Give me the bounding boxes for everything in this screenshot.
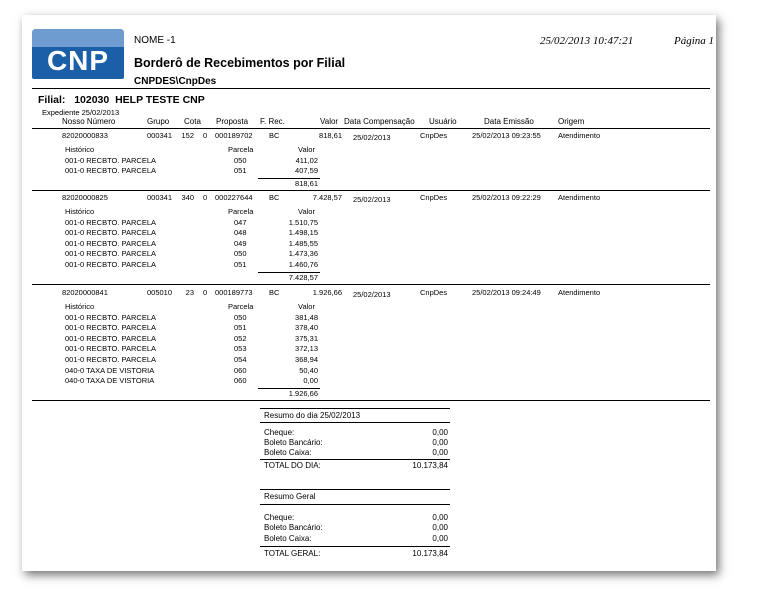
item-historico: 001-0 RECBTO. PARCELA — [65, 228, 157, 238]
record-digito: 0 — [203, 193, 208, 202]
cnp-logo — [32, 29, 124, 79]
item-parcela: 050 — [234, 312, 247, 322]
record-usuario: CnpDes — [420, 193, 448, 202]
col-cota: Cota — [184, 117, 201, 126]
item-valor: 375,31 — [295, 333, 318, 343]
filial-label: Filial: — [38, 94, 66, 106]
record-f-rec: BC — [269, 193, 280, 202]
record-parcela-header: Parcela — [228, 145, 254, 154]
record-separator — [32, 400, 710, 401]
resumo-geral-total-rule — [260, 546, 450, 547]
record-grupo: 000341 — [147, 193, 173, 202]
item-historico: 001-0 RECBTO. PARCELA — [65, 217, 157, 227]
item-historico: 001-0 RECBTO. PARCELA — [65, 323, 157, 333]
item-valor: 368,94 — [295, 355, 318, 364]
record-valor: 1.926,66 — [312, 288, 342, 297]
record-separator — [32, 190, 710, 191]
item-parcela: 049 — [234, 238, 247, 248]
filial-code: 102030 — [74, 94, 110, 106]
item-parcela: 052 — [234, 333, 247, 343]
record-separator — [32, 284, 710, 285]
record-valor-header: Valor — [298, 207, 315, 216]
resumo-dia-title-rule — [260, 422, 450, 423]
record-valor: 818,61 — [319, 131, 342, 140]
total-geral-label: TOTAL GERAL: — [264, 549, 321, 558]
record-cota: 152 — [181, 131, 194, 140]
record-valor-header: Valor — [298, 302, 315, 311]
logo-text: CNP — [46, 45, 110, 76]
col-usuario: Usuário — [429, 117, 457, 126]
record-origem: Atendimento — [558, 288, 601, 297]
total-dia-label: TOTAL DO DIA: — [264, 461, 321, 470]
resumo-dia-boleto-bancario-value: 0,00 — [432, 438, 448, 447]
record-f-rec: BC — [269, 131, 280, 140]
item-valor: 50,40 — [299, 365, 318, 375]
header-rule — [32, 88, 710, 89]
item-valor: 1.460,76 — [288, 260, 318, 269]
item-historico: 001-0 RECBTO. PARCELA — [65, 355, 157, 364]
record-digito: 0 — [203, 288, 208, 297]
total-geral-value: 10.173,84 — [412, 549, 448, 558]
record-data-emissao: 25/02/2013 09:24:49 — [472, 288, 541, 297]
resumo-geral-top-rule — [260, 489, 450, 490]
item-parcela: 050 — [234, 249, 247, 259]
col-nosso-numero: Nosso Número — [62, 117, 116, 126]
item-valor: 378,40 — [295, 323, 318, 333]
item-valor: 411,02 — [295, 155, 318, 165]
resumo-dia-cheque-label: Cheque: — [264, 428, 295, 437]
resumo-dia-title: Resumo do dia 25/02/2013 — [264, 411, 361, 420]
resumo-dia-cheque-value: 0,00 — [432, 428, 448, 437]
col-valor: Valor — [320, 117, 339, 126]
resumo-geral-boleto-bancario-label: Boleto Bancário: — [264, 523, 323, 532]
record-grupo: 000341 — [147, 131, 173, 140]
record-nosso-numero: 82020000841 — [62, 288, 108, 297]
item-historico: 040-0 TAXA DE VISTORIA — [65, 376, 155, 386]
col-data-compensacao: Data Compensação — [344, 117, 415, 126]
record-valor: 7.428,57 — [312, 193, 342, 202]
resumo-geral-boleto-caixa-label: Boleto Caixa: — [264, 534, 312, 543]
record-total: 1.926,66 — [288, 388, 318, 398]
item-valor: 1.498,15 — [288, 228, 318, 238]
col-data-emissao: Data Emissão — [484, 117, 534, 126]
record-nosso-numero: 82020000833 — [62, 131, 108, 140]
item-parcela: 051 — [234, 323, 247, 333]
item-parcela: 050 — [234, 155, 247, 165]
item-parcela: 051 — [234, 260, 247, 269]
record-origem: Atendimento — [558, 193, 601, 202]
col-f-rec: F. Rec. — [260, 117, 285, 126]
resumo-dia-boleto-caixa-value: 0,00 — [432, 448, 448, 457]
record-data-compensacao: 25/02/2013 — [353, 194, 391, 204]
record-nosso-numero: 82020000825 — [62, 193, 108, 202]
col-grupo: Grupo — [147, 117, 170, 126]
item-historico: 001-0 RECBTO. PARCELA — [65, 155, 157, 165]
item-parcela: 054 — [234, 355, 247, 364]
record-historico-header: Histórico — [65, 302, 95, 311]
item-parcela: 060 — [234, 365, 247, 375]
item-historico: 001-0 RECBTO. PARCELA — [65, 312, 157, 322]
total-dia-value: 10.173,84 — [412, 461, 448, 470]
record-parcela-header: Parcela — [228, 207, 254, 216]
resumo-dia-boleto-bancario-label: Boleto Bancário: — [264, 438, 323, 447]
expediente: Expediente 25/02/2013 — [42, 108, 120, 117]
report-datetime: 25/02/2013 10:47:21 — [540, 35, 634, 47]
report-path: CNPDES\CnpDes — [134, 76, 217, 87]
record-f-rec: BC — [269, 288, 280, 297]
item-valor: 0,00 — [303, 376, 318, 386]
record-total: 818,61 — [295, 178, 318, 188]
item-historico: 001-0 RECBTO. PARCELA — [65, 238, 157, 248]
report-title: Borderô de Recebimentos por Filial — [134, 56, 346, 70]
item-historico: 001-0 RECBTO. PARCELA — [65, 260, 157, 269]
filial-line — [38, 94, 205, 106]
resumo-dia-total-rule — [260, 459, 450, 460]
record-grupo: 005010 — [147, 288, 173, 297]
item-parcela: 053 — [234, 344, 247, 354]
record-data-compensacao: 25/02/2013 — [353, 289, 391, 299]
col-origem: Origem — [558, 117, 585, 126]
item-valor: 372,13 — [295, 344, 318, 354]
item-parcela: 060 — [234, 376, 247, 386]
item-historico: 001-0 RECBTO. PARCELA — [65, 166, 157, 176]
record-origem: Atendimento — [558, 131, 601, 140]
item-parcela: 047 — [234, 217, 247, 227]
report-page — [22, 15, 716, 571]
record-data-emissao: 25/02/2013 09:23:55 — [472, 131, 541, 140]
filial-name: HELP TESTE CNP — [115, 94, 205, 106]
item-parcela: 051 — [234, 166, 247, 176]
resumo-geral-cheque-label: Cheque: — [264, 513, 295, 522]
record-valor-header: Valor — [298, 145, 315, 154]
resumo-geral-boleto-caixa-value: 0,00 — [432, 534, 448, 543]
resumo-geral-boleto-bancario-value: 0,00 — [432, 523, 448, 532]
resumo-dia-top-rule — [260, 408, 450, 409]
item-valor: 381,48 — [295, 312, 318, 322]
record-proposta: 000189773 — [215, 288, 253, 297]
record-historico-header: Histórico — [65, 145, 95, 154]
item-historico: 001-0 RECBTO. PARCELA — [65, 333, 157, 343]
user-name: NOME -1 — [134, 35, 176, 46]
record-data-emissao: 25/02/2013 09:22:29 — [472, 193, 541, 202]
item-parcela: 048 — [234, 228, 247, 238]
item-valor: 407,59 — [295, 166, 318, 176]
item-historico: 001-0 RECBTO. PARCELA — [65, 344, 157, 354]
col-proposta: Proposta — [216, 117, 249, 126]
record-cota: 340 — [181, 193, 194, 202]
record-usuario: CnpDes — [420, 131, 448, 140]
resumo-dia-boleto-caixa-label: Boleto Caixa: — [264, 448, 312, 457]
item-valor: 1.510,75 — [288, 217, 318, 227]
resumo-geral-title: Resumo Geral — [264, 492, 316, 501]
record-cota: 23 — [185, 288, 194, 297]
resumo-geral-title-rule — [260, 504, 450, 505]
item-valor: 1.485,55 — [288, 238, 318, 248]
item-valor: 1.473,36 — [288, 249, 318, 259]
page-number: Página 1 — [674, 35, 715, 47]
record-usuario: CnpDes — [420, 288, 448, 297]
columns-rule — [32, 128, 710, 129]
resumo-geral-cheque-value: 0,00 — [432, 513, 448, 522]
record-total: 7.428,57 — [288, 272, 318, 282]
item-historico: 001-0 RECBTO. PARCELA — [65, 249, 157, 259]
record-parcela-header: Parcela — [228, 302, 254, 311]
record-proposta: 000227644 — [215, 193, 253, 202]
record-data-compensacao: 25/02/2013 — [353, 132, 391, 142]
record-proposta: 000189702 — [215, 131, 253, 140]
record-digito: 0 — [203, 131, 208, 140]
item-historico: 040-0 TAXA DE VISTORIA — [65, 365, 155, 375]
record-historico-header: Histórico — [65, 207, 95, 216]
